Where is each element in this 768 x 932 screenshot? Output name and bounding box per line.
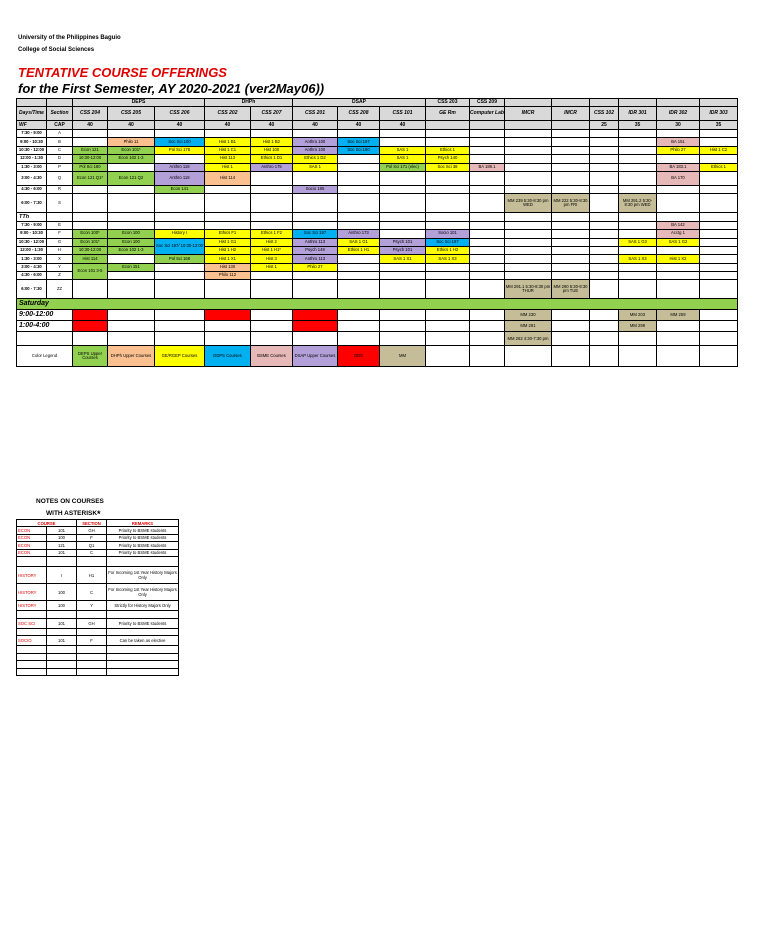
course-cell: BA 183.1 bbox=[657, 163, 700, 171]
group-deps: DEPS bbox=[73, 99, 205, 107]
time-cell: 6:00 - 7:30 bbox=[17, 280, 47, 299]
course-cell: Anthro 100 bbox=[293, 146, 338, 154]
table-row bbox=[17, 534, 179, 542]
note-remark: Priority to BSME students bbox=[107, 527, 179, 535]
course-cell: Econ 121 bbox=[73, 146, 108, 154]
course-cell: Soc Sci 197 bbox=[293, 230, 338, 238]
cap-value: 35 bbox=[619, 121, 657, 130]
col-course: COURSE bbox=[17, 520, 77, 527]
course-cell: DDS 292 bbox=[293, 321, 338, 332]
section-cell: X bbox=[47, 255, 73, 263]
table-row bbox=[17, 557, 179, 567]
note-section: C bbox=[77, 584, 107, 601]
section-cell: Z bbox=[47, 272, 73, 280]
notes-header-row bbox=[17, 520, 179, 527]
course-cell: Hist 1 X1 bbox=[205, 255, 251, 263]
course-cell: Soc Sci 197 bbox=[338, 138, 380, 146]
cap-value: 40 bbox=[155, 121, 205, 130]
course-cell: DDS 283 bbox=[293, 310, 338, 321]
notes-title bbox=[36, 496, 104, 520]
table-row bbox=[17, 567, 179, 584]
course-cell: Hist 100 bbox=[251, 146, 293, 154]
table-row bbox=[17, 221, 738, 229]
course-cell: MM 262 4:30-7:30 pm bbox=[505, 332, 552, 346]
course-cell: Hist 1 H1* bbox=[251, 246, 293, 254]
table-row bbox=[17, 646, 179, 654]
table-row bbox=[17, 549, 179, 557]
col-room: CSS 206 bbox=[155, 107, 205, 121]
col-remarks: REMARKS bbox=[107, 520, 179, 527]
section-cell: A bbox=[47, 130, 73, 138]
col-room: IDR 301 bbox=[619, 107, 657, 121]
table-row bbox=[17, 636, 179, 646]
col-room: CSS 208 bbox=[338, 107, 380, 121]
asterisk-mark: * bbox=[97, 509, 101, 519]
course-cell: Hist 1 B1 bbox=[205, 138, 251, 146]
table-row bbox=[17, 332, 738, 346]
course-cell: Pol Sci 168 bbox=[155, 255, 205, 263]
table-row bbox=[17, 584, 179, 601]
cap-value: 40 bbox=[380, 121, 426, 130]
course-cell: Econ 100 bbox=[108, 230, 155, 238]
day-row-tth bbox=[17, 213, 738, 221]
section-cell: F bbox=[47, 230, 73, 238]
cap-value: 25 bbox=[590, 121, 619, 130]
time-cell: 12:00 - 1:30 bbox=[17, 155, 47, 163]
table-row bbox=[17, 130, 738, 138]
col-section: SECTION bbox=[77, 520, 107, 527]
section-cell: C bbox=[47, 146, 73, 154]
group-css209: CSS 209 bbox=[470, 99, 505, 107]
course-cell: SAS 1 bbox=[380, 146, 426, 154]
course-cell: Anthro 173 bbox=[338, 230, 380, 238]
time-cell: 3:00 - 4:30 bbox=[17, 171, 47, 185]
table-row bbox=[17, 146, 738, 154]
legend-item: DSAP Upper Courses bbox=[293, 346, 338, 367]
course-cell: BA 142 bbox=[657, 221, 700, 229]
time-cell: 1:30 - 3:00 bbox=[17, 255, 47, 263]
table-row bbox=[17, 238, 738, 246]
course-cell: Ethics F1 bbox=[205, 230, 251, 238]
course-cell: SAS 1 G2 bbox=[657, 238, 700, 246]
schedule-table bbox=[16, 98, 738, 367]
course-cell: Hist 1 C1 bbox=[205, 146, 251, 154]
course-cell: Socio 101 bbox=[426, 230, 470, 238]
table-row bbox=[17, 263, 738, 271]
note-course: ECON bbox=[17, 534, 47, 542]
col-room: Computer Lab bbox=[470, 107, 505, 121]
course-cell: Psych 140 bbox=[426, 155, 470, 163]
course-cell: Ethics 1 bbox=[426, 146, 470, 154]
course-cell: Pol Sci 171 (elec) bbox=[380, 163, 426, 171]
col-room: IMCR bbox=[552, 107, 590, 121]
course-cell: BA 151 bbox=[657, 138, 700, 146]
note-remark: Priority to BSME students bbox=[107, 542, 179, 550]
day-label-wf: WF bbox=[17, 121, 47, 130]
note-section: H1 bbox=[77, 567, 107, 584]
course-cell: SAS 1 X1 bbox=[380, 255, 426, 263]
course-cell: DDS 203 bbox=[73, 310, 108, 321]
note-number: 121 bbox=[47, 542, 77, 550]
course-cell: 10:30-12:00 bbox=[73, 246, 108, 254]
course-cell: MM 203 bbox=[619, 310, 657, 321]
course-cell: SAS 1 X3 bbox=[426, 255, 470, 263]
course-cell: Hist 1 bbox=[205, 163, 251, 171]
course-cell: SAS 1 X3 bbox=[619, 255, 657, 263]
course-cell: Pol Sci 178 bbox=[155, 146, 205, 154]
col-room: CSS 202 bbox=[205, 107, 251, 121]
note-course: HISTORY bbox=[17, 567, 47, 584]
course-cell: Ethics 1 H1 bbox=[338, 246, 380, 254]
note-section: Y bbox=[77, 601, 107, 611]
course-cell: Hist 1 G1 bbox=[205, 238, 251, 246]
note-number: 101 bbox=[47, 618, 77, 628]
table-row bbox=[17, 194, 738, 213]
section-cell: P bbox=[47, 163, 73, 171]
course-cell: Hist 2 bbox=[251, 238, 293, 246]
legend-item: MM bbox=[380, 346, 426, 367]
course-cell: Hist 1 B2 bbox=[251, 138, 293, 146]
col-section: Section bbox=[47, 107, 73, 121]
table-row bbox=[17, 310, 738, 321]
note-section: F bbox=[77, 534, 107, 542]
course-cell: Hist 114 bbox=[73, 255, 108, 263]
course-cell: Ethics 1 D2 bbox=[293, 155, 338, 163]
cap-value: 40 bbox=[251, 121, 293, 130]
course-cell: Psych 101 bbox=[380, 246, 426, 254]
course-cell: MM 239 5:30-8:30 pm WED bbox=[505, 194, 552, 213]
note-number: 101 bbox=[47, 549, 77, 557]
col-room: CSS 205 bbox=[108, 107, 155, 121]
course-cell: MM 281 bbox=[505, 321, 552, 332]
course-cell: Anthro 118 bbox=[155, 163, 205, 171]
course-cell: Ethics 1 H2 bbox=[426, 246, 470, 254]
time-cell: 3:00 - 4:30 bbox=[17, 263, 47, 271]
course-cell: MM 230 bbox=[505, 310, 552, 321]
course-cell: SAS 1 G1 bbox=[338, 238, 380, 246]
course-cell: Econ 121 Q2 bbox=[108, 171, 155, 185]
course-cell: DDS 299 bbox=[73, 321, 108, 332]
table-row bbox=[17, 628, 179, 636]
course-cell: History I bbox=[155, 230, 205, 238]
group-css203: CSS 203 bbox=[426, 99, 470, 107]
note-number: 101 bbox=[47, 636, 77, 646]
course-cell: BA 170 bbox=[657, 171, 700, 185]
course-cell: Soc Sci 38 bbox=[426, 163, 470, 171]
time-cell: 7:30 - 9:00 bbox=[17, 130, 47, 138]
col-room: CSS 207 bbox=[251, 107, 293, 121]
table-row bbox=[17, 272, 738, 280]
time-cell: 9:00-12:00 bbox=[17, 310, 73, 321]
course-cell: Econ 100* bbox=[73, 230, 108, 238]
course-cell: Econ 151 bbox=[108, 263, 155, 271]
legend-item: DDPS Courses bbox=[205, 346, 251, 367]
legend-item: DHPh Upper Courses bbox=[108, 346, 155, 367]
university-name: University of the Philippines Baguio bbox=[18, 35, 121, 41]
day-label-saturday: Saturday bbox=[17, 299, 738, 310]
course-cell: Anthro 113 bbox=[293, 238, 338, 246]
course-cell: Philo 11 bbox=[108, 138, 155, 146]
note-course: SOC SCI bbox=[17, 618, 47, 628]
course-cell: Hist 114 bbox=[205, 171, 251, 185]
course-cell: SAS 1 G3 bbox=[619, 238, 657, 246]
group-header-row bbox=[17, 99, 738, 107]
section-cell: ZZ bbox=[47, 280, 73, 299]
note-remark: For Incoming 1st Year History Majors Only bbox=[107, 567, 179, 584]
note-course: HISTORY bbox=[17, 601, 47, 611]
note-number: I bbox=[47, 567, 77, 584]
page-title: TENTATIVE COURSE OFFERINGS bbox=[18, 65, 227, 80]
cap-value: 40 bbox=[73, 121, 108, 130]
course-cell: Econ 100 bbox=[108, 238, 155, 246]
table-row bbox=[17, 155, 738, 163]
course-cell: DDS 298 bbox=[205, 310, 251, 321]
note-section: GH bbox=[77, 618, 107, 628]
course-cell: Hist 1 bbox=[251, 263, 293, 271]
section-cell: Y bbox=[47, 263, 73, 271]
table-row bbox=[17, 653, 179, 661]
color-legend bbox=[17, 346, 738, 367]
course-cell: Hist 113 bbox=[205, 155, 251, 163]
course-cell: MM 290 5:30-8:30 pm TUE bbox=[552, 280, 590, 299]
note-remark: For Incoming 1st Year History Majors Only bbox=[107, 584, 179, 601]
section-cell: G bbox=[47, 238, 73, 246]
legend-label: Color Legend bbox=[17, 346, 73, 367]
time-cell: 12:00 - 1:30 bbox=[17, 246, 47, 254]
note-course: SOCIO bbox=[17, 636, 47, 646]
course-cell: Econ 101* bbox=[108, 146, 155, 154]
college-name: College of Social Sciences bbox=[18, 47, 95, 53]
note-remark: Priority to BSME students bbox=[107, 534, 179, 542]
course-cell: Econ 102 1-3 bbox=[108, 155, 155, 163]
course-cell: Psych 101 bbox=[380, 238, 426, 246]
course-cell: SAS 1 bbox=[380, 155, 426, 163]
legend-item: DEPS Upper Courses bbox=[73, 346, 108, 367]
room-header-row bbox=[17, 107, 738, 121]
course-cell: Econ 121 Q1* bbox=[73, 171, 108, 185]
col-days-time: Days/Time bbox=[17, 107, 47, 121]
course-cell: Acctg 1 bbox=[657, 230, 700, 238]
course-cell: Anthro 100 bbox=[293, 138, 338, 146]
course-cell: Econ 141 bbox=[155, 185, 205, 193]
col-room: IMCR bbox=[505, 107, 552, 121]
time-cell: 10:30 - 12:00 bbox=[17, 238, 47, 246]
table-row bbox=[17, 321, 738, 332]
day-label-tth: TTh bbox=[17, 213, 47, 221]
note-number: 100 bbox=[47, 584, 77, 601]
time-cell: 10:30 - 12:00 bbox=[17, 146, 47, 154]
course-cell: Anthro 175 bbox=[251, 163, 293, 171]
section-cell: B bbox=[47, 138, 73, 146]
course-cell: Econ 101 3-5 bbox=[73, 263, 108, 280]
legend-item: GE/RGEP Courses bbox=[155, 346, 205, 367]
note-course: ECON bbox=[17, 549, 47, 557]
day-row-saturday bbox=[17, 299, 738, 310]
notes-table bbox=[16, 519, 179, 676]
note-course: ECON bbox=[17, 527, 47, 535]
course-cell: Philo 112 bbox=[205, 272, 251, 280]
course-cell: Socio 185 bbox=[293, 185, 338, 193]
table-row bbox=[17, 163, 738, 171]
time-cell: 1:30 - 3:00 bbox=[17, 163, 47, 171]
col-room: CSS 201 bbox=[293, 107, 338, 121]
section-cell: S bbox=[47, 194, 73, 213]
note-section: F bbox=[77, 636, 107, 646]
note-course: HISTORY bbox=[17, 584, 47, 601]
course-cell: Pol Sci 180 bbox=[73, 163, 108, 171]
course-cell: Philo 27 bbox=[293, 263, 338, 271]
table-row bbox=[17, 618, 179, 628]
col-room: IDR 302 bbox=[657, 107, 700, 121]
page-subtitle: for the First Semester, AY 2020-2021 (ver2May06)) bbox=[18, 81, 325, 96]
course-cell: MM 299 bbox=[619, 321, 657, 332]
table-row bbox=[17, 185, 738, 193]
note-remark: Priority to BSME students bbox=[107, 549, 179, 557]
course-cell: Soc Sci 197 bbox=[426, 238, 470, 246]
section-cell: E bbox=[47, 221, 73, 229]
time-cell: 4:30 - 6:00 bbox=[17, 272, 47, 280]
note-remark: Strictly for History Majors Only bbox=[107, 601, 179, 611]
course-cell: Hist 1 C2 bbox=[700, 146, 738, 154]
course-cell: Anthro 113 bbox=[293, 255, 338, 263]
note-section: GH bbox=[77, 527, 107, 535]
table-row bbox=[17, 661, 179, 669]
course-cell: Econ 102 1-3 bbox=[108, 246, 155, 254]
notes-title-line1: NOTES ON COURSES bbox=[36, 498, 104, 505]
col-room: GE Rm bbox=[426, 107, 470, 121]
cap-value: 40 bbox=[108, 121, 155, 130]
table-row bbox=[17, 171, 738, 185]
time-cell: 9:00 - 10:30 bbox=[17, 230, 47, 238]
course-cell: Hist 130 bbox=[205, 263, 251, 271]
col-room: CSS 101 bbox=[380, 107, 426, 121]
cap-value: 35 bbox=[700, 121, 738, 130]
col-room: CSS 204 bbox=[73, 107, 108, 121]
table-row bbox=[17, 542, 179, 550]
course-cell: Psych 148 bbox=[293, 246, 338, 254]
course-cell: SAS 1 bbox=[293, 163, 338, 171]
note-remark: Can be taken as elective bbox=[107, 636, 179, 646]
group-dhph: DHPh bbox=[205, 99, 293, 107]
course-cell: Ethics 1 D1 bbox=[251, 155, 293, 163]
legend-item: BSME Courses bbox=[251, 346, 293, 367]
time-cell: 4:30 - 6:00 bbox=[17, 185, 47, 193]
table-row bbox=[17, 138, 738, 146]
cap-value: 40 bbox=[205, 121, 251, 130]
time-cell: 6:00 - 7:30 bbox=[17, 194, 47, 213]
course-cell: Ethics 1 bbox=[700, 163, 738, 171]
table-row bbox=[17, 668, 179, 676]
cap-value: 40 bbox=[293, 121, 338, 130]
course-cell: MM 222 5:30-8:30 pm FRI bbox=[552, 194, 590, 213]
cap-value: 30 bbox=[657, 121, 700, 130]
course-cell: MM 291.1 5:30-8:30 pm THUR bbox=[505, 280, 552, 299]
table-row bbox=[17, 611, 179, 619]
course-cell: Soc Sci 180 bbox=[338, 146, 380, 154]
course-cell: Anthro 118 bbox=[155, 171, 205, 185]
group-dsap: DSAP bbox=[293, 99, 426, 107]
course-cell: Soc Sci 197/ 10:30-12:00 bbox=[155, 238, 205, 255]
note-remark: Priority to BSME students bbox=[107, 618, 179, 628]
time-cell: 1:00-4:00 bbox=[17, 321, 73, 332]
note-number: 100 bbox=[47, 534, 77, 542]
course-cell: Hist 1 H2 bbox=[205, 246, 251, 254]
time-cell: 9:00 - 10:30 bbox=[17, 138, 47, 146]
notes-title-line2: WITH ASTERISK bbox=[46, 510, 98, 517]
time-cell: 7:30 - 9:00 bbox=[17, 221, 47, 229]
course-cell: Hist 1 X2 bbox=[657, 255, 700, 263]
note-number: 100 bbox=[47, 601, 77, 611]
col-room: IDR 303 bbox=[700, 107, 738, 121]
note-course: ECON bbox=[17, 542, 47, 550]
course-cell: Ethics 1 F2 bbox=[251, 230, 293, 238]
table-row bbox=[17, 280, 738, 299]
course-cell: 10:30-12:00 bbox=[73, 155, 108, 163]
table-row bbox=[17, 527, 179, 535]
course-cell: BA 188.1 bbox=[470, 163, 505, 171]
cap-value: 40 bbox=[338, 121, 380, 130]
table-row bbox=[17, 255, 738, 263]
course-cell: Econ 101* bbox=[73, 238, 108, 246]
course-cell: Soc Sci 100 bbox=[155, 138, 205, 146]
note-number: 101 bbox=[47, 527, 77, 535]
course-cell: MM 259 bbox=[657, 310, 700, 321]
legend-item: DDS bbox=[338, 346, 380, 367]
section-cell: R bbox=[47, 185, 73, 193]
section-cell: Q bbox=[47, 171, 73, 185]
note-section: Q1 bbox=[77, 542, 107, 550]
table-row bbox=[17, 601, 179, 611]
col-room: CSS 102 bbox=[590, 107, 619, 121]
course-cell: Hist 3 bbox=[251, 255, 293, 263]
table-row bbox=[17, 246, 738, 254]
section-cell: H bbox=[47, 246, 73, 254]
course-cell: MM 291.2 5:30-8:30 pm WED bbox=[619, 194, 657, 213]
cap-label: CAP bbox=[47, 121, 73, 130]
capacity-row bbox=[17, 121, 738, 130]
course-cell: Philo 27 bbox=[657, 146, 700, 154]
note-section: C bbox=[77, 549, 107, 557]
table-row bbox=[17, 230, 738, 238]
section-cell: D bbox=[47, 155, 73, 163]
